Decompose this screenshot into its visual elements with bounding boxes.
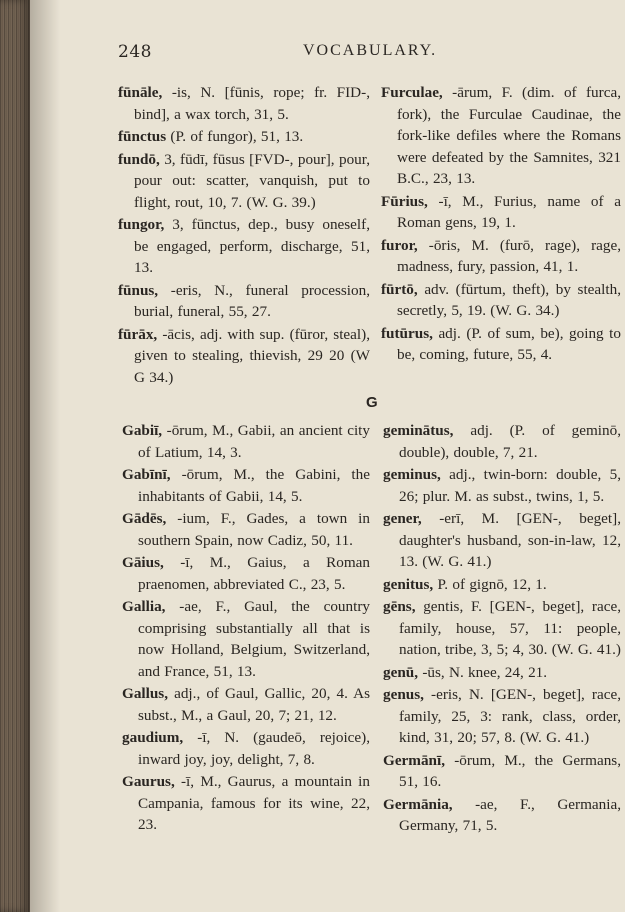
gutter-shadow [30, 0, 60, 912]
entry-headword: Gāius, [122, 554, 164, 571]
page-header [118, 42, 618, 64]
entry-definition: -eris, N., funeral procession, burial, funeral, 55, 27. [134, 281, 370, 320]
column-right-bottom [383, 420, 621, 838]
entry-definition: adj. (P. of sum, be), going to be, coming, future, 55, 4. [397, 324, 621, 363]
dictionary-entry [122, 552, 370, 595]
entry-headword: fūrtō, [381, 280, 418, 298]
dictionary-entry [122, 420, 370, 463]
dictionary-entry [383, 750, 621, 793]
entry-headword: fungor, [118, 216, 165, 233]
entry-headword: fūrāx, [118, 325, 158, 343]
dictionary-entry [118, 82, 370, 125]
column-left-top [118, 82, 370, 389]
entry-headword: Gaurus, [122, 773, 175, 790]
entry-headword: geminātus, [383, 422, 454, 439]
entry-definition: -is, N. [fūnis, rope; fr. FID-, bind], a wax torch, 31, 5. [134, 84, 370, 123]
entry-definition: -ācis, adj. with sup. (fūror, steal), given to stealing, thievish, 29 20 (W G 34.) [134, 325, 370, 386]
entry-definition: -ōrum, M., the Germans, 51, 16. [399, 751, 621, 790]
dictionary-entry [383, 684, 621, 749]
dictionary-entry [383, 508, 621, 573]
entry-definition: 3, fūdī, fūsus [FVD-, pour], pour, pour out: scatter, vanquish, put to flight, rout, 10, 7. (W. G. 39.) [134, 150, 370, 211]
dictionary-entry [383, 464, 621, 507]
entry-definition: -ium, F., Gades, a town in southern Spain, now Cadiz, 50, 11. [138, 510, 370, 549]
entry-headword: genitus, [383, 575, 434, 593]
entry-headword: gaudium, [122, 729, 184, 746]
entry-definition: 3, fūnctus, dep., busy oneself, be engaged, perform, discharge, 51, 13. [134, 216, 370, 276]
entry-definition: -ōris, M. (furō, rage), rage, madness, fury, passion, 41, 1. [397, 236, 621, 275]
entry-definition: P. of gignō, 12, 1. [433, 575, 547, 593]
entry-headword: Gallia, [122, 598, 166, 615]
dictionary-entry [383, 420, 621, 463]
dictionary-entry [381, 235, 621, 278]
dictionary-entry [118, 149, 370, 214]
entry-headword: Gādēs, [122, 510, 167, 527]
entry-headword: Furculae, [381, 84, 443, 101]
entry-definition: adj., twin-born: double, 5, 26; plur. M. as subst., twins, 1, 5. [399, 466, 621, 505]
dictionary-entry [122, 683, 370, 726]
entry-headword: Gabiī, [122, 422, 163, 439]
column-right-top [381, 82, 621, 367]
entry-definition: -ī, M., Gaius, a Roman praenomen, abbreviated C., 23, 5. [138, 554, 370, 593]
dictionary-entry [381, 191, 621, 234]
entry-definition: -ārum, F. (dim. of furca, fork), the Furculae Caudinae, the fork-like defiles where the Romans were defeated by the Samnites, 321 B.C., 23, 13. [397, 84, 621, 187]
dictionary-entry [383, 596, 621, 661]
entry-definition: -ōrum, M., the Gabini, the inhabitants of Gabii, 14, 5. [138, 466, 370, 505]
entry-definition: adj. (P. of geminō, double), double, 7, 21. [399, 422, 621, 461]
running-head: VOCABULARY. [303, 42, 438, 59]
entry-definition: adv. (fūrtum, theft), by stealth, secretly, 5, 19. (W. G. 34.) [397, 280, 621, 319]
entry-headword: Germānī, [383, 751, 446, 769]
entry-headword: geminus, [383, 466, 441, 483]
entry-definition: -erī, M. [GEN-, beget], daughter's husband, son-in-law, 12, 13. (W. G. 41.) [399, 510, 621, 570]
dictionary-entry [118, 324, 370, 389]
entry-headword: Fūrius, [381, 192, 428, 210]
entry-headword: genus, [383, 686, 424, 703]
dictionary-entry [383, 574, 621, 596]
entry-headword: futūrus, [381, 324, 433, 342]
column-left-bottom [122, 420, 370, 837]
entry-headword: Gallus, [122, 685, 169, 702]
dictionary-entry [122, 464, 370, 507]
book-spine [0, 0, 30, 912]
dictionary-entry [383, 662, 621, 684]
entry-headword: gener, [383, 510, 422, 527]
dictionary-entry [122, 508, 370, 551]
entry-definition: -ae, F., Gaul, the country comprising substantially all that is now Holland, Belgium, Switzerland, and France, 51, 13. [138, 598, 370, 680]
entry-headword: fūnus, [118, 281, 159, 299]
entry-definition: -ī, M., Gaurus, a mountain in Campania, famous for its wine, 22, 23. [138, 773, 370, 833]
entry-definition: -ōrum, M., Gabii, an ancient city of Latium, 14, 3. [138, 422, 370, 461]
dictionary-entry [118, 280, 370, 323]
entry-headword: gēns, [383, 598, 416, 615]
page-number: 248 [118, 42, 152, 62]
entry-headword: Germānia, [383, 795, 453, 813]
entry-headword: fūnctus [118, 128, 167, 145]
dictionary-entry [381, 323, 621, 366]
entry-definition: gentis, F. [GEN-, beget], race, family, house, 57, 11: people, nation, tribe, 3, 5; 4, 30. (W. G. 41.) [399, 598, 621, 658]
dictionary-entry [118, 214, 370, 279]
entry-headword: fundō, [118, 150, 160, 168]
dictionary-entry [383, 794, 621, 837]
entry-headword: genū, [383, 663, 419, 681]
dictionary-entry [122, 727, 370, 770]
entry-headword: furor, [381, 236, 418, 254]
dictionary-entry [122, 596, 370, 682]
entry-headword: fūnāle, [118, 84, 163, 101]
entry-definition: -ūs, N. knee, 24, 21. [418, 663, 548, 681]
entry-definition: -ī, M., Furius, name of a Roman gens, 19, 1. [397, 192, 621, 231]
entry-definition: (P. of fungor), 51, 13. [166, 128, 304, 145]
entry-definition: -ī, N. (gaudeō, rejoice), inward joy, joy, delight, 7, 8. [138, 729, 370, 768]
entry-definition: adj., of Gaul, Gallic, 20, 4. As subst., M., a Gaul, 20, 7; 21, 12. [138, 685, 370, 724]
dictionary-entry [122, 771, 370, 836]
section-letter: G [366, 394, 378, 411]
entry-definition: -ae, F., Germania, Germany, 71, 5. [399, 795, 621, 834]
dictionary-entry [381, 82, 621, 190]
dictionary-entry [118, 126, 370, 148]
entry-headword: Gabīnī, [122, 466, 171, 483]
entry-definition: -eris, N. [GEN-, beget], race, family, 25, 3: rank, class, order, kind, 31, 20; 57, 8. (W. G. 41.) [399, 686, 621, 746]
dictionary-entry [381, 279, 621, 322]
